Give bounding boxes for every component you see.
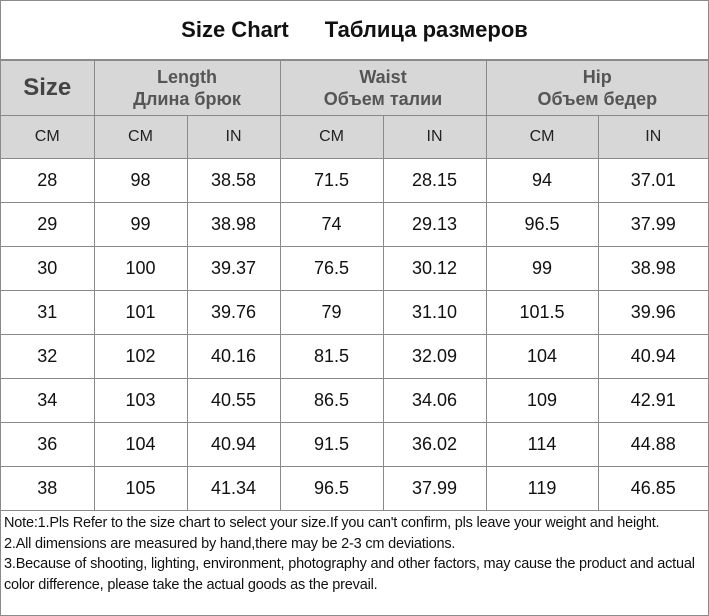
note-line: 3.Because of shooting, lighting, environment, photography and other factors, may cause the product and actual color difference, please take the actual goods as the prevail. [4,556,695,593]
length-header-ru: Длина брюк [133,89,241,109]
measure-cell: 29.13 [383,203,486,247]
note-line: 2.All dimensions are measured by hand,there may be 2-3 cm deviations. [4,535,456,552]
measure-cell: 105 [94,467,187,511]
measure-cell: 91.5 [280,423,383,467]
measure-cell: 99 [486,247,598,291]
measure-cell: 74 [280,203,383,247]
table-row [1,247,708,291]
measure-cell: 81.5 [280,335,383,379]
waist-header-en: Waist [359,67,407,87]
table-row [1,335,708,379]
chart-title [1,1,708,60]
size-cell: 36 [1,423,94,467]
measure-cell: 42.91 [598,379,708,423]
length-header [94,61,280,116]
measure-cell: 39.96 [598,291,708,335]
measure-cell: 31.10 [383,291,486,335]
unit-row [1,116,708,159]
size-cell: 34 [1,379,94,423]
measure-cell: 79 [280,291,383,335]
waist-header-ru: Объем талии [323,89,443,109]
measure-cell: 103 [94,379,187,423]
size-cell: 32 [1,335,94,379]
measure-cell: 71.5 [280,159,383,203]
measure-cell: 44.88 [598,423,708,467]
length-header-en: Length [157,67,217,87]
unit-cell: CM [1,116,94,159]
measure-cell: 28.15 [383,159,486,203]
measure-cell: 34.06 [383,379,486,423]
measure-cell: 101.5 [486,291,598,335]
unit-cell: IN [383,116,486,159]
measure-cell: 46.85 [598,467,708,511]
measure-cell: 40.94 [187,423,280,467]
unit-cell: IN [598,116,708,159]
waist-header [280,61,486,116]
hip-header-en: Hip [582,67,612,87]
title-russian: Таблица размеров [324,17,528,42]
measure-cell: 102 [94,335,187,379]
unit-cell: CM [94,116,187,159]
measure-cell: 100 [94,247,187,291]
table-row [1,379,708,423]
measure-cell: 39.76 [187,291,280,335]
measure-cell: 98 [94,159,187,203]
measure-cell: 39.37 [187,247,280,291]
table-row [1,467,708,511]
header-row [1,61,708,116]
measure-cell: 38.58 [187,159,280,203]
measure-cell: 104 [94,423,187,467]
measure-cell: 37.99 [383,467,486,511]
size-cell: 31 [1,291,94,335]
table-body [1,159,708,511]
measure-cell: 41.34 [187,467,280,511]
measure-cell: 37.99 [598,203,708,247]
measure-cell: 40.94 [598,335,708,379]
size-table [1,60,708,511]
size-header: Size [1,61,94,116]
table-row [1,423,708,467]
note-line: Note:1.Pls Refer to the size chart to select your size.If you can't confirm, pls leave your weight and height. [4,515,660,531]
unit-cell: CM [486,116,598,159]
measure-cell: 96.5 [280,467,383,511]
measure-cell: 36.02 [383,423,486,467]
measure-cell: 119 [486,467,598,511]
measure-cell: 114 [486,423,598,467]
size-cell: 38 [1,467,94,511]
notes [1,511,708,597]
measure-cell: 104 [486,335,598,379]
measure-cell: 38.98 [187,203,280,247]
measure-cell: 37.01 [598,159,708,203]
measure-cell: 76.5 [280,247,383,291]
measure-cell: 99 [94,203,187,247]
measure-cell: 109 [486,379,598,423]
size-cell: 28 [1,159,94,203]
measure-cell: 30.12 [383,247,486,291]
size-cell: 30 [1,247,94,291]
table-row [1,159,708,203]
hip-header-ru: Объем бедер [537,89,658,109]
hip-header [486,61,708,116]
measure-cell: 86.5 [280,379,383,423]
measure-cell: 32.09 [383,335,486,379]
measure-cell: 96.5 [486,203,598,247]
table-row [1,203,708,247]
measure-cell: 40.16 [187,335,280,379]
measure-cell: 101 [94,291,187,335]
unit-cell: IN [187,116,280,159]
size-cell: 29 [1,203,94,247]
table-row [1,291,708,335]
unit-cell: CM [280,116,383,159]
measure-cell: 38.98 [598,247,708,291]
measure-cell: 94 [486,159,598,203]
measure-cell: 40.55 [187,379,280,423]
title-english: Size Chart [181,17,289,42]
